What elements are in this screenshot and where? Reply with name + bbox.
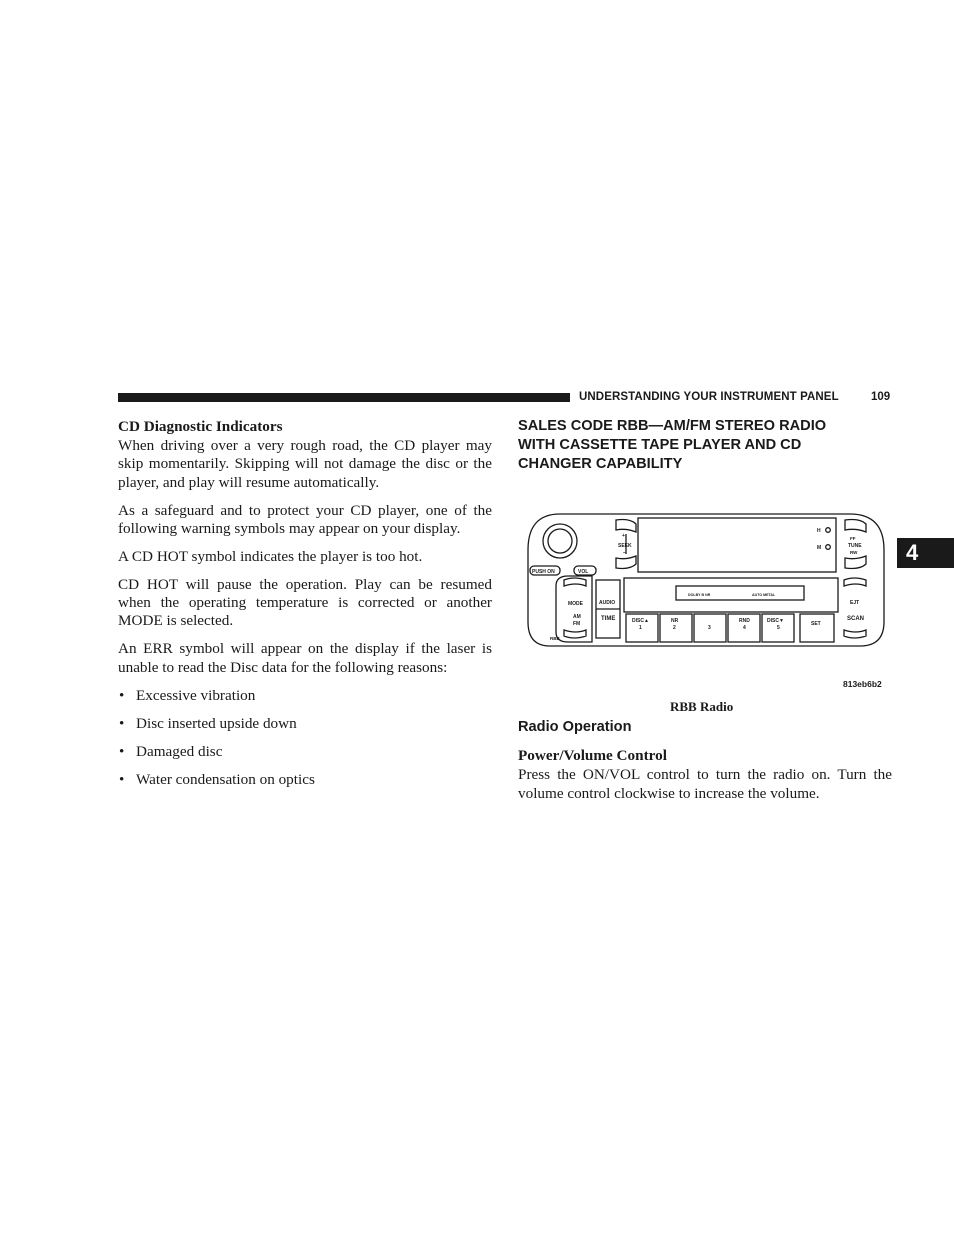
set-label: SET <box>811 621 821 627</box>
rbb-radio-illustration <box>520 510 890 690</box>
preset-5-label: 5 <box>777 625 780 631</box>
vol-label: VOL <box>578 569 589 575</box>
bullet: • <box>119 770 125 788</box>
page-number: 109 <box>871 391 891 403</box>
auto-metal-label: AUTO METAL <box>752 593 776 597</box>
power-volume-paragraph: Press the ON/VOL control to turn the radio on. Turn the volume control clockwise to increase the volume. <box>518 766 892 802</box>
preset-4-label: 4 <box>743 625 746 631</box>
section-heading-line-2: WITH CASSETTE TAPE PLAYER AND CD <box>518 437 802 453</box>
preset-3-label: 3 <box>708 625 711 631</box>
eject-label: EJT <box>850 600 860 606</box>
rbb-label: RBB <box>550 636 560 641</box>
seek-plus-label: + <box>622 533 625 539</box>
disc-up-label: DISC▲ <box>632 618 649 624</box>
ff-label: FF <box>850 536 856 541</box>
paragraph-safeguard: As a safeguard and to protect your CD player, one of the following warning symbols may appear on your display. <box>118 501 492 537</box>
audio-label: AUDIO <box>599 600 616 606</box>
mode-label: MODE <box>568 601 583 607</box>
dolby-label: DOLBY B NR <box>688 593 711 597</box>
running-title: UNDERSTANDING YOUR INSTRUMENT PANEL <box>579 391 839 403</box>
seek-label: SEEK <box>618 543 632 549</box>
scan-label: SCAN <box>847 616 865 622</box>
list-item: • Disc inserted upside down <box>119 714 297 732</box>
err-reasons-list <box>118 687 492 799</box>
paragraph-err: An ERR symbol will appear on the display if the laser is unable to read the Disc data for the following reasons: <box>118 640 492 676</box>
paragraph-cd-hot: A CD HOT symbol indicates the player is too hot. <box>118 547 423 565</box>
header-rule <box>118 393 570 402</box>
list-item: • Excessive vibration <box>119 686 256 704</box>
h-label: H <box>817 528 821 534</box>
chapter-tab: 4 <box>897 538 954 568</box>
bullet: • <box>119 742 125 760</box>
right-column <box>518 417 892 474</box>
figure-code: 813eb6b2 <box>843 679 882 689</box>
paragraph-rough-road: When driving over a very rough road, the CD player may skip momentarily. Skipping will not damage the disc or the player, and play will resume automatically. <box>118 437 492 491</box>
preset-1-label: 1 <box>639 625 642 631</box>
rnd-label: RND <box>739 618 750 624</box>
fm-label: FM <box>573 621 581 627</box>
am-label: AM <box>573 614 581 620</box>
list-item: • Water condensation on optics <box>119 770 315 788</box>
seek-minus-label: − <box>623 550 626 556</box>
preset-2-label: 2 <box>673 625 676 631</box>
push-on-label: PUSH ON <box>532 569 555 575</box>
left-column <box>118 418 492 799</box>
nr-label: NR <box>671 618 679 624</box>
cd-diagnostic-heading: CD Diagnostic Indicators <box>118 418 283 435</box>
figure-caption: RBB Radio <box>670 699 734 714</box>
radio-operation-heading: Radio Operation <box>518 719 632 735</box>
bullet: • <box>119 686 125 704</box>
bullet: • <box>119 714 125 732</box>
disc-down-label: DISC▼ <box>767 618 784 624</box>
section-heading-line-1: SALES CODE RBB—AM/FM STEREO RADIO <box>518 418 827 434</box>
time-label: TIME <box>601 616 616 622</box>
list-item: • Damaged disc <box>119 742 223 760</box>
tune-label: TUNE <box>848 543 862 549</box>
m-label: M <box>817 545 822 551</box>
paragraph-cd-hot-pause: CD HOT will pause the operation. Play can be resumed when the operating temperature is corrected or another MODE is selected. <box>118 575 492 630</box>
section-heading-line-3: CHANGER CAPABILITY <box>518 456 683 472</box>
power-volume-heading: Power/Volume Control <box>518 747 667 764</box>
rw-label: RW <box>850 550 858 555</box>
